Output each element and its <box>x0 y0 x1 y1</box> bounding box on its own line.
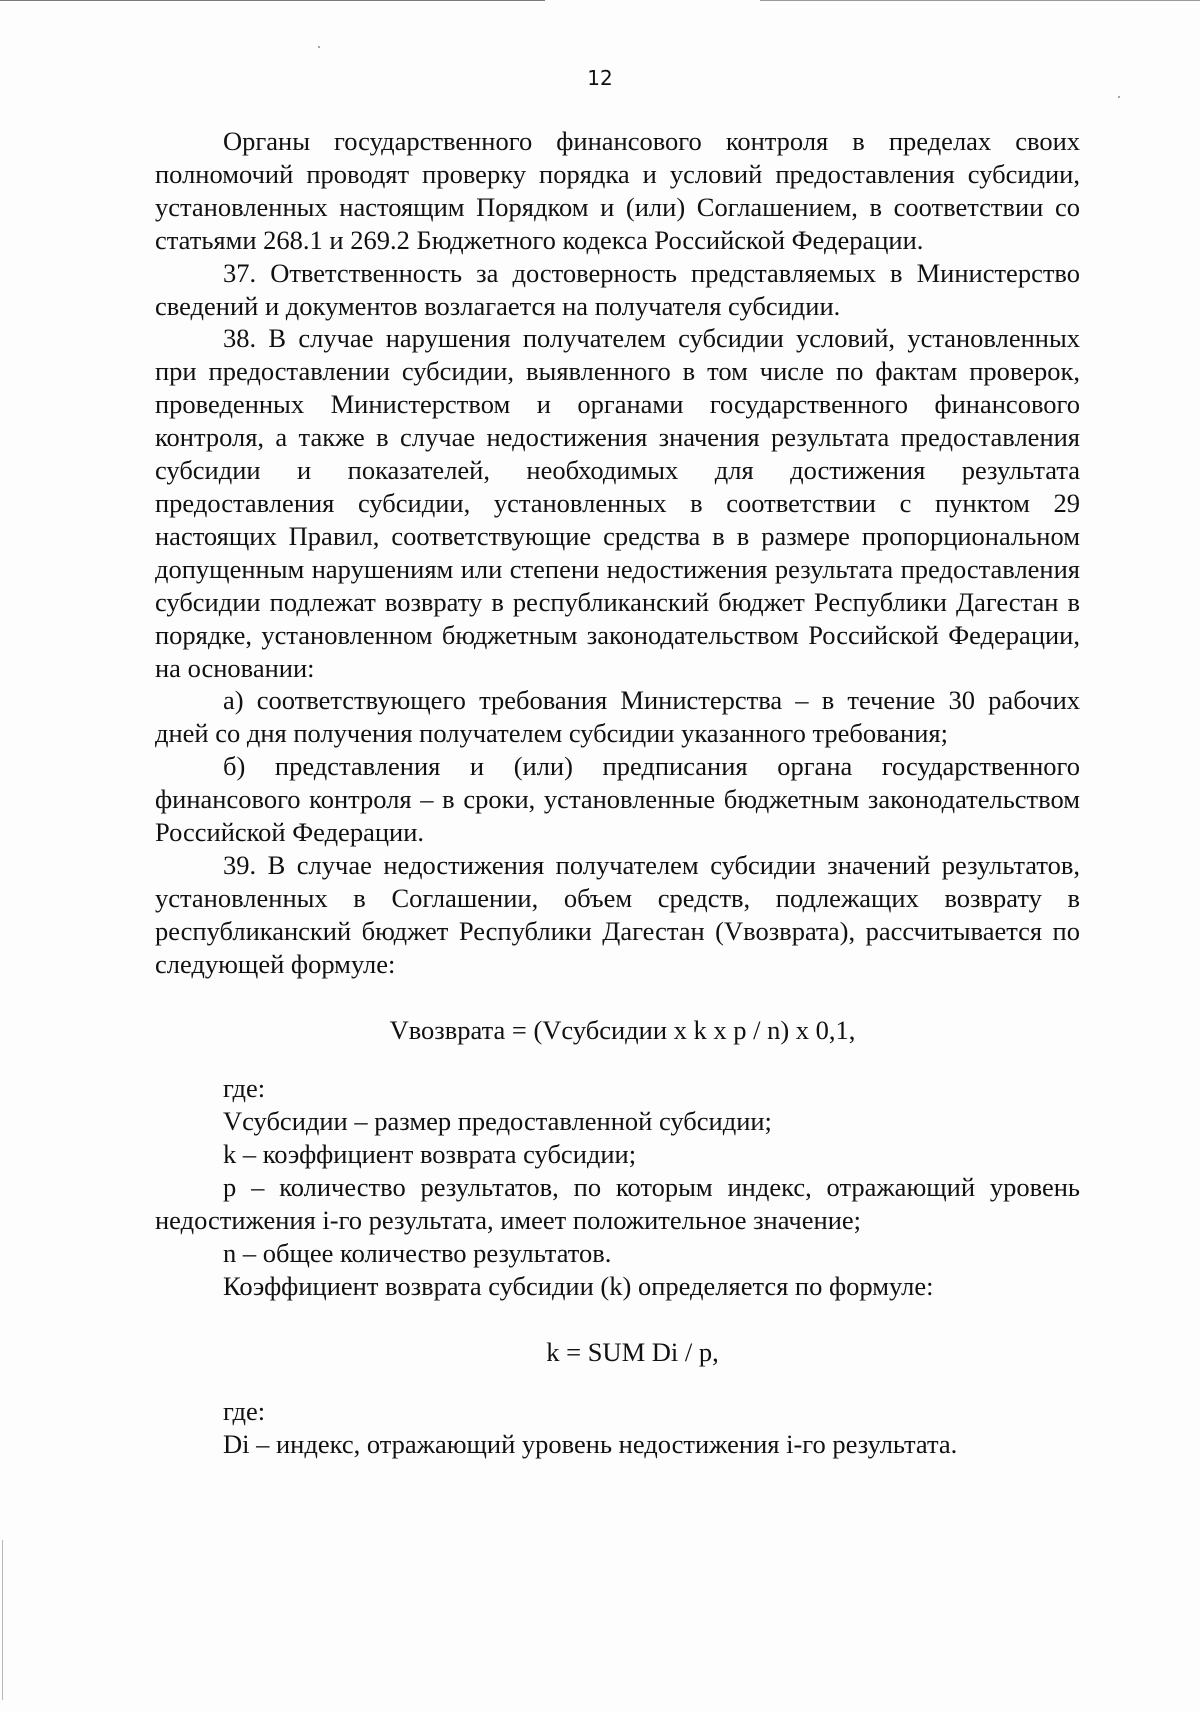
definition-item: Di – индекс, отражающий уровень недостижения i-го результата. <box>223 1428 958 1459</box>
paragraph-38: 38. В случае нарушения получателем субсидии условий, установленных при предоставлении субсидии, выявленного в том числе по фактам проверок, проведенных Министерством и органами государственного финансового контроля, а также в случае недостижения значения результата предоставления субсидии и показателей, необходимых для достижения результата предоставления субсидии, установленных в соответствии с пунктом 29 настоящих Правил, соответствующие средства в в размере пропорциональном допущенным нарушениям или степени недостижения результата предоставления субсидии подлежат возврату в республиканский бюджет Республики Дагестан в порядке, установленном бюджетным законодательством Российской Федерации, на основании: <box>155 323 1080 683</box>
paragraph-39: 39. В случае недостижения получателем субсидии значений результатов, установленных в Соглашении, объем средств, подлежащих возврату в республиканский бюджет Республики Дагестан (Vвозврата), рассчитывается по следующей формуле: <box>155 849 1080 979</box>
page-number: 12 <box>587 66 613 90</box>
definition-item: n – общее количество результатов. <box>223 1238 612 1268</box>
scan-edge-line <box>2 1540 3 1700</box>
definition-item: p – количество результатов, по которым индекс, отражающий уровень недостижения i-го результата, имеет положительное значение; <box>155 1172 1080 1236</box>
formula-coefficient: k = SUM Di / p, <box>546 1336 719 1367</box>
where-label: где: <box>223 1395 266 1426</box>
coefficient-intro: Коэффициент возврата субсидии (k) определяется по формуле: <box>223 1270 934 1301</box>
scan-speck <box>1118 96 1120 98</box>
document-body <box>155 125 1080 1461</box>
formula-return-volume: Vвозврата = (Vсубсидии x k x p / n) x 0,1, <box>389 1014 856 1045</box>
definition-item: Vсубсидии – размер предоставленной субсидии; <box>223 1106 772 1137</box>
paragraph-38-a: а) соответствующего требования Министерства – в течение 30 рабочих дней со дня получения получателем субсидии указанного требования; <box>155 685 1080 749</box>
paragraph-control-bodies: Органы государственного финансового контроля в пределах своих полномочий проводят проверку порядка и условий предоставления субсидии, установленных настоящим Порядком и (или) Соглашением, в соответствии со статьями 268.1 и 269.2 Бюджетного кодекса Российской Федерации. <box>155 126 1080 255</box>
where-label: где: <box>223 1073 266 1104</box>
definition-item: k – коэффициент возврата субсидии; <box>223 1139 637 1170</box>
paragraph-37: 37. Ответственность за достоверность представляемых в Министерство сведений и документов возлагается на получателя субсидии. <box>155 257 1080 321</box>
paragraph-38-b: б) представления и (или) предписания органа государственного финансового контроля – в сроки, установленные бюджетным законодательством Российской Федерации. <box>155 751 1080 848</box>
scan-speck <box>318 46 320 48</box>
scan-edge-line <box>760 0 1200 1</box>
scan-edge-line <box>0 0 545 1</box>
